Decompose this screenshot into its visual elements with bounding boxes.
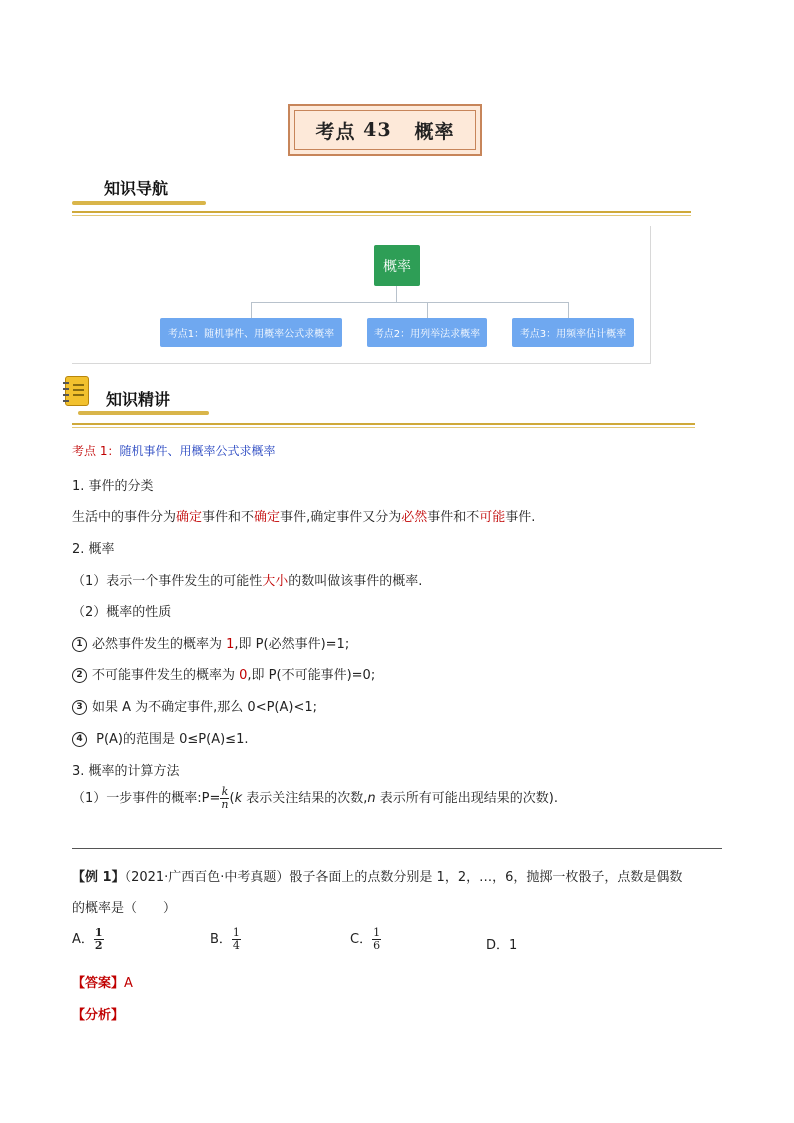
section-3-formula-line: （1）一步事件的概率:P= $\frac{k}{n}$ (k 表示关注结果的次数,n 表示所有可能出现结果的次数).	[72, 785, 558, 811]
example-1-line-2: 的概率是（ ）	[72, 901, 177, 916]
mind-map-child-3: 考点3：用频率估计概率	[512, 318, 634, 347]
option-b[interactable]: B． $\frac{1}{4}$	[210, 926, 240, 952]
property-item-4: 4 P(A)的范围是 0≤P(A)≤1.	[72, 728, 248, 747]
title-number: 43	[363, 119, 392, 141]
example-1-line-1: 【例 1】（2021·广西百色·中考真题）骰子各面上的点数分别是 1，2，…，6，抛掷一枚骰子，点数是偶数	[72, 870, 683, 885]
nav-heading-underline	[72, 201, 206, 205]
page-title	[294, 110, 476, 150]
lecture-divider	[72, 423, 695, 425]
property-item-2: 2 不可能事件发生的概率为 0,即 P(不可能事件)=0;	[72, 664, 375, 683]
nav-divider-thin	[72, 215, 691, 216]
answer-value: A	[124, 976, 133, 991]
answer-tag: 【答案】	[72, 976, 125, 991]
nav-heading: 知识导航	[104, 179, 169, 198]
lecture-divider-thin	[72, 427, 695, 428]
lecture-heading: 知识精讲	[106, 390, 171, 409]
section-3-heading: 3. 概率的计算方法	[72, 764, 180, 779]
analysis-tag: 【分析】	[72, 1008, 125, 1023]
analysis-line	[72, 1004, 124, 1023]
circled-number-3: 3	[72, 700, 87, 715]
answer-line	[72, 972, 133, 991]
knowledge-point-1	[72, 442, 275, 459]
notebook-icon	[65, 376, 89, 406]
option-d[interactable]: D．1	[486, 938, 518, 953]
property-item-1: 1 必然事件发生的概率为 1,即 P(必然事件)=1;	[72, 633, 349, 652]
section-1-heading: 1. 事件的分类	[72, 479, 154, 494]
section-1-paragraph: 生活中的事件分为确定事件和不确定事件,确定事件又分为必然事件和不可能事件.	[72, 510, 536, 525]
connector-child-1	[251, 302, 252, 318]
title-name: 概率	[414, 120, 455, 143]
connector-child-2	[427, 302, 428, 318]
section-2-line-1: （1）表示一个事件发生的可能性大小的数叫做该事件的概率.	[72, 574, 423, 589]
mind-map-child-2: 考点2：用列举法求概率	[367, 318, 487, 347]
connector-horizontal	[251, 302, 568, 303]
title-box	[288, 104, 482, 156]
title-label: 考点	[315, 120, 356, 143]
connector-vertical	[396, 286, 397, 302]
kp1-prefix: 考点 1：	[72, 444, 120, 458]
lecture-heading-underline	[78, 411, 209, 415]
probability-fraction: $\frac{k}{n}$	[221, 785, 229, 811]
kp1-title: 随机事件、用概率公式求概率	[119, 444, 276, 458]
mind-map-child-1: 考点1：随机事件、用概率公式求概率	[160, 318, 342, 347]
connector-child-3	[568, 302, 569, 318]
nav-divider	[72, 211, 691, 213]
circled-number-2: 2	[72, 668, 87, 683]
section-divider	[72, 848, 722, 849]
mind-map-root: 概率	[374, 245, 420, 286]
option-c[interactable]: C． $\frac{1}{6}$	[350, 926, 381, 952]
section-2-heading: 2. 概率	[72, 542, 115, 557]
option-a[interactable]: A． $\frac{1}{2}$	[72, 926, 103, 952]
circled-number-1: 1	[72, 637, 87, 652]
section-2-line-2: （2）概率的性质	[72, 605, 172, 620]
example-tag: 【例 1】	[72, 870, 125, 885]
circled-number-4: 4	[72, 732, 87, 747]
property-item-3: 3 如果 A 为不确定事件,那么 0<P(A)<1;	[72, 696, 317, 715]
